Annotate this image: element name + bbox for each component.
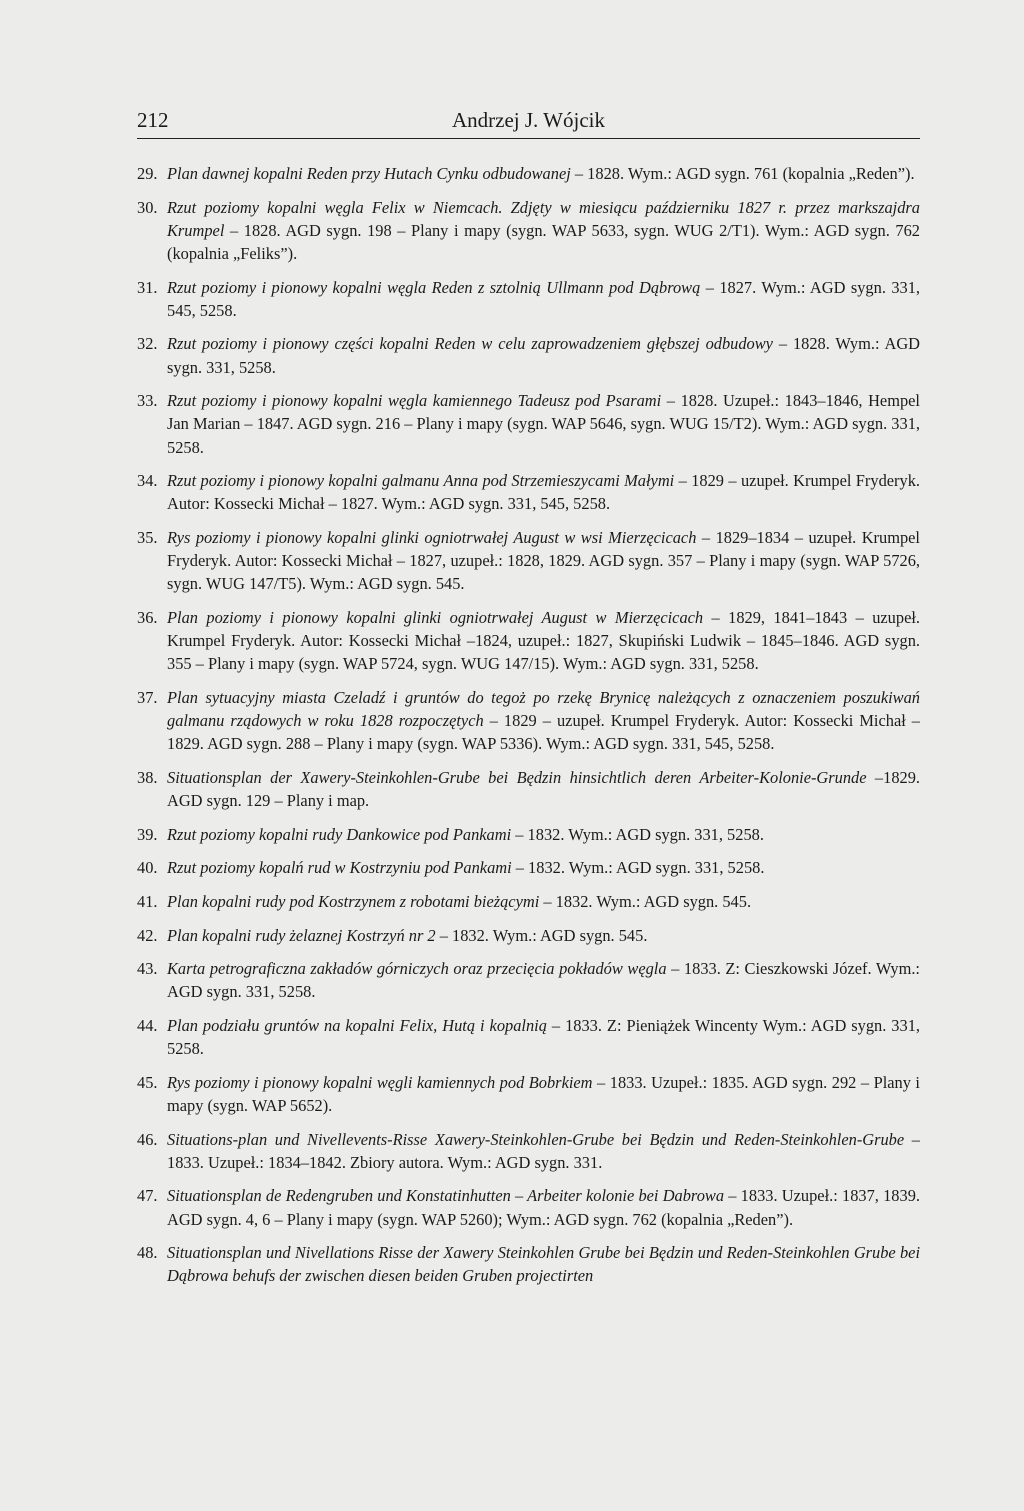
entry-details: – 1833. Uzupeł.: 1834–1842. Zbiory autora. Wym.: AGD sygn. 331. bbox=[167, 1129, 920, 1172]
entry-title: Situationsplan und Nivellations Risse der Xawery Steinkohlen Grube bei Będzin und Reden-Steinkohlen Grube bei Dąbrowa behufs der zwischen diesen beiden Gruben projectirten bbox=[167, 1243, 920, 1286]
entry-number: 29. bbox=[137, 164, 158, 183]
entry-details: – 1828. AGD sygn. 198 – Plany i mapy (sygn. WAP 5633, sygn. WUG 2/T1). Wym.: AGD sygn. 762 (kopalnia „Feliks”). bbox=[167, 220, 920, 263]
entry-number: 32. bbox=[137, 334, 158, 354]
entry-details: – 1828. Wym.: AGD sygn. 331, 5258. bbox=[167, 334, 920, 377]
entry-title: Rzut poziomy i pionowy kopalni galmanu Anna pod Strzemieszycami Małymi bbox=[167, 471, 675, 491]
entry-number: 39. bbox=[137, 824, 158, 844]
bibliography-entry bbox=[137, 1128, 920, 1174]
bibliography-entry bbox=[137, 332, 920, 378]
bibliography-entry bbox=[137, 389, 920, 459]
bibliography-entry bbox=[137, 469, 920, 515]
bibliography-entry bbox=[137, 1184, 920, 1230]
page-number: 212 bbox=[137, 108, 169, 132]
entry-number: 42. bbox=[137, 925, 158, 945]
bibliography-entry bbox=[137, 276, 920, 322]
bibliography-list bbox=[137, 162, 920, 1298]
bibliography-entry bbox=[137, 196, 920, 266]
entry-title: Rzut poziomy kopalni węgla Felix w Niemcach. Zdjęty w miesiącu październiku 1827 r. przez markszajdra Krumpel bbox=[167, 197, 920, 240]
bibliography-entry bbox=[137, 686, 920, 756]
bibliography-entry bbox=[137, 890, 920, 913]
bibliography-entry bbox=[137, 924, 920, 947]
bibliography-entry bbox=[137, 162, 920, 185]
entry-details: – 1829 – uzupeł. Krumpel Fryderyk. Autor: Kossecki Michał –1829. AGD sygn. 288 – Plany i mapy (sygn. WAP 5336). Wym.: AGD sygn. 331, 545, 5258. bbox=[167, 711, 920, 754]
entry-number: 46. bbox=[137, 1129, 158, 1149]
bibliography-entry bbox=[137, 766, 920, 812]
entry-title: Plan sytuacyjny miasta Czeladź i gruntów do tegoż po rzekę Brynicę należących z oznaczeniem poszukiwań galmanu rządowych w roku 1828 rozpoczętych bbox=[167, 687, 920, 731]
entry-number: 48. bbox=[137, 1243, 158, 1263]
entry-number: 43. bbox=[137, 959, 158, 979]
entry-number: 34. bbox=[137, 471, 158, 491]
entry-number: 30. bbox=[137, 197, 158, 217]
entry-title: Rys poziomy i pionowy kopalni węgli kamiennych pod Bobrkiem bbox=[167, 1072, 593, 1092]
entry-title: Plan dawnej kopalni Reden przy Hutach Cynku odbudowanej bbox=[167, 164, 571, 183]
entry-title: Plan kopalni rudy żelaznej Kostrzyń nr 2 bbox=[167, 925, 436, 945]
entry-title: Situationsplan de Redengruben und Konstatinhutten – Arbeiter kolonie bei Dabrowa bbox=[167, 1186, 725, 1206]
entry-details: – 1827. Wym.: AGD sygn. 331, 545, 5258. bbox=[167, 277, 921, 320]
entry-number: 35. bbox=[137, 527, 158, 547]
entry-number: 41. bbox=[137, 891, 158, 911]
entry-details: –1829. AGD sygn. 129 – Plany i map. bbox=[167, 767, 921, 811]
entry-details: – 1829 – uzupeł. Krumpel Fryderyk. Autor: Kossecki Michał – 1827. Wym.: AGD sygn. 331, 545, 5258. bbox=[167, 471, 920, 514]
entry-details: – 1828. Wym.: AGD sygn. 761 (kopalnia „Reden”). bbox=[570, 164, 915, 183]
entry-title: Rzut poziomy i pionowy kopalni węgla Reden z sztolnią Ullmann pod Dąbrową bbox=[167, 277, 701, 297]
entry-title: Rzut poziomy i pionowy kopalni węgla kamiennego Tadeusz pod Psarami bbox=[167, 391, 662, 411]
entry-title: Karta petrograficzna zakładów górniczych oraz przecięcia pokładów węgla bbox=[167, 959, 667, 979]
entry-details: – 1833. Z: Cieszkowski Józef. Wym.: AGD sygn. 331, 5258. bbox=[167, 959, 920, 1002]
entry-title: Rzut poziomy i pionowy części kopalni Reden w celu zaprowadzeniem głębszej odbudowy bbox=[167, 334, 773, 354]
entry-number: 47. bbox=[137, 1186, 158, 1206]
entry-title: Plan kopalni rudy pod Kostrzynem z robotami bieżącymi bbox=[167, 891, 540, 911]
running-head: Andrzej J. Wójcik bbox=[452, 108, 605, 132]
entry-number: 44. bbox=[137, 1015, 158, 1035]
entry-details: – 1832. Wym.: AGD sygn. 545. bbox=[435, 925, 648, 945]
entry-details: – 1833. Z: Pieniążek Wincenty Wym.: AGD sygn. 331, 5258. bbox=[167, 1015, 920, 1059]
bibliography-entry bbox=[137, 1014, 920, 1060]
entry-title: Rys poziomy i pionowy kopalni glinki ogniotrwałej August w wsi Mierzęcicach bbox=[167, 527, 697, 547]
entry-details: – 1828. Uzupeł.: 1843–1846, Hempel Jan Marian – 1847. AGD sygn. 216 – Plany i mapy (sygn. WAP 5646, sygn. WUG 15/T2). Wym.: AGD sygn. 331, 5258. bbox=[167, 391, 920, 457]
entry-number: 37. bbox=[137, 687, 158, 707]
entry-number: 31. bbox=[137, 277, 158, 297]
entry-details: – 1832. Wym.: AGD sygn. 545. bbox=[539, 891, 752, 911]
bibliography-entry bbox=[137, 856, 920, 879]
entry-title: Rzut poziomy kopalń rud w Kostrzyniu pod Pankami bbox=[167, 858, 512, 878]
entry-details: – 1833. Uzupeł.: 1837, 1839. AGD sygn. 4, 6 – Plany i mapy (sygn. WAP 5260); Wym.: AGD sygn. 762 (kopalnia „Reden”). bbox=[167, 1186, 920, 1229]
entry-title: Plan podziału gruntów na kopalni Felix, Hutą i kopalnią bbox=[167, 1015, 547, 1035]
bibliography-entry bbox=[137, 957, 920, 1003]
entry-details: – 1833. Uzupeł.: 1835. AGD sygn. 292 – Plany i mapy (sygn. WAP 5652). bbox=[167, 1072, 920, 1115]
bibliography-entry bbox=[137, 526, 920, 596]
entry-number: 45. bbox=[137, 1072, 158, 1092]
bibliography-entry bbox=[137, 1071, 920, 1117]
entry-details: – 1832. Wym.: AGD sygn. 331, 5258. bbox=[511, 858, 765, 878]
entry-number: 33. bbox=[137, 391, 158, 411]
entry-title: Situationsplan der Xawery-Steinkohlen-Grube bei Będzin hinsichtlich deren Arbeiter-Kolonie-Grunde bbox=[167, 767, 867, 787]
entry-number: 36. bbox=[137, 607, 158, 627]
entry-number: 40. bbox=[137, 858, 158, 878]
bibliography-entry bbox=[137, 1241, 920, 1287]
entry-title: Situations-plan und Nivellevents-Risse Xawery-Steinkohlen-Grube bei Będzin und Reden-Steinkohlen-Grube bbox=[167, 1129, 905, 1149]
bibliography-entry bbox=[137, 606, 920, 676]
entry-title: Plan poziomy i pionowy kopalni glinki ogniotrwałej August w Mierzęcicach bbox=[167, 607, 704, 627]
entry-details: – 1829–1834 – uzupeł. Krumpel Fryderyk. Autor: Kossecki Michał – 1827, uzupeł.: 1828, 1829. AGD sygn. 357 – Plany i mapy (sygn. WAP 5726, sygn. WUG 147/T5). Wym.: AGD sygn. 545. bbox=[167, 527, 920, 594]
entry-title: Rzut poziomy kopalni rudy Dankowice pod Pankami bbox=[167, 824, 512, 844]
page-header bbox=[137, 104, 920, 139]
bibliography-entry bbox=[137, 823, 920, 846]
entry-details: – 1829, 1841–1843 – uzupeł. Krumpel Fryderyk. Autor: Kossecki Michał –1824, uzupeł.: 1827, Skupiński Ludwik – 1845–1846. AGD sygn. 355 – Plany i mapy (sygn. WAP 5724, sygn. WUG 147/15). Wym.: AGD sygn. 331, 5258. bbox=[167, 607, 921, 674]
entry-details: – 1832. Wym.: AGD sygn. 331, 5258. bbox=[511, 824, 764, 844]
entry-number: 38. bbox=[137, 767, 158, 787]
